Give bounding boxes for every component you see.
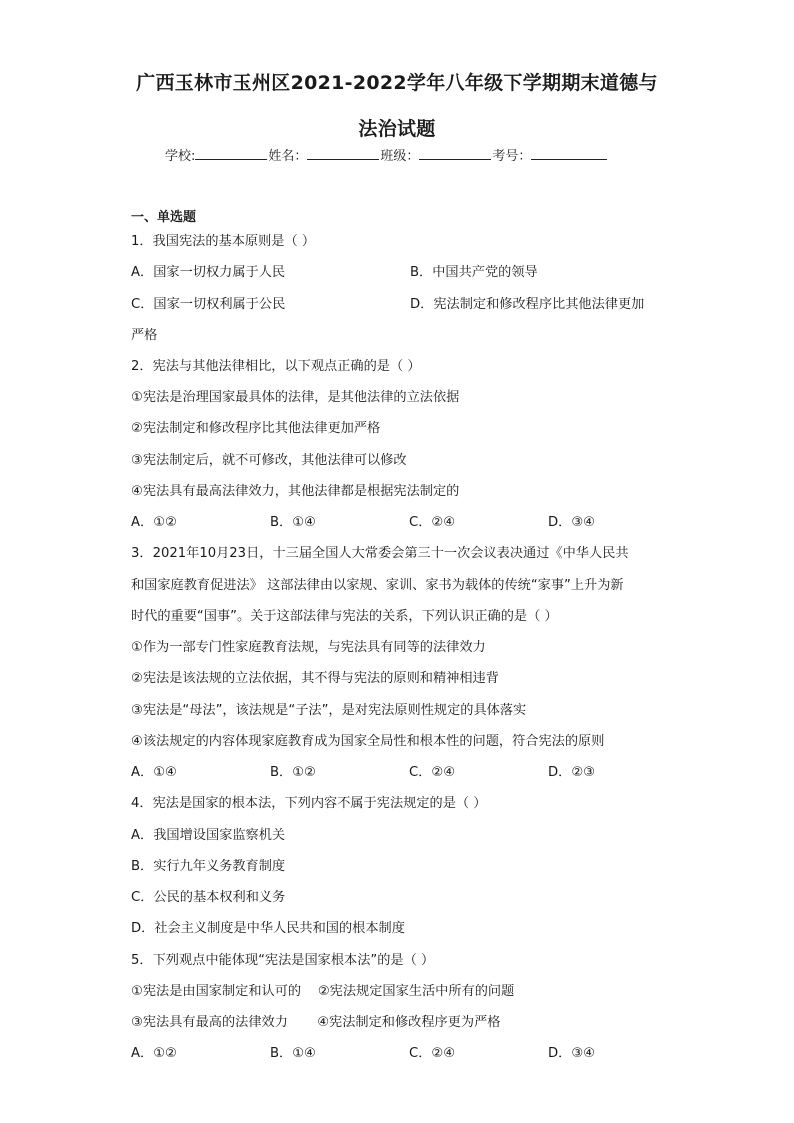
question-3-option-b[interactable]: B．①②	[270, 765, 316, 780]
class-label: 班级：	[380, 149, 420, 164]
name-label: 姓名：	[268, 149, 308, 164]
question-3-stem-line1: 3．2021年10月23日，十三届全国人大常委会第三十一次会议表决通过《中华人民共	[131, 546, 629, 561]
exam-no-label: 考号：	[492, 149, 532, 164]
question-3-stem-line2: 和国家庭教育促进法》 这部法律由以家规、家训、家书为载体的传统“家事”上升为新	[131, 578, 624, 593]
question-3-statement-2: ②宪法是该法规的立法依据，其不得与宪法的原则和精神相违背	[131, 671, 499, 686]
question-5-option-b[interactable]: B．①④	[270, 1046, 316, 1061]
question-5-statements-line2: ③宪法具有最高的法律效力 ④宪法制定和修改程序更为严格	[131, 1015, 501, 1030]
section-title: 一、单选题	[131, 210, 197, 225]
student-info-row	[165, 145, 608, 164]
question-2-statement-1: ①宪法是治理国家最具体的法律，是其他法律的立法依据	[131, 390, 460, 405]
question-2-option-c[interactable]: C．②④	[409, 515, 456, 530]
question-5-stem: 5．下列观点中能体现“宪法是国家根本法”的是（ ）	[131, 953, 435, 968]
question-2-stem: 2．宪法与其他法律相比，以下观点正确的是（ ）	[131, 359, 421, 374]
question-5-option-d[interactable]: D．③④	[548, 1046, 595, 1061]
question-1-option-a[interactable]: A．国家一切权力属于人民	[131, 265, 286, 280]
question-3-option-c[interactable]: C．②④	[409, 765, 456, 780]
question-2-statement-3: ③宪法制定后，就不可修改，其他法律可以修改	[131, 453, 407, 468]
question-1-option-d-cont: 严格	[131, 328, 158, 343]
question-5-option-c[interactable]: C．②④	[409, 1046, 456, 1061]
question-2-option-b[interactable]: B．①④	[270, 515, 316, 530]
school-label: 学校:	[165, 149, 196, 164]
question-1-option-c[interactable]: C．国家一切权利属于公民	[131, 297, 286, 312]
question-2-statement-2: ②宪法制定和修改程序比其他法律更加严格	[131, 421, 381, 436]
question-3-statement-3: ③宪法是“母法”，该法规是“子法”，是对宪法原则性规定的具体落实	[131, 703, 527, 718]
question-3-stem-line3: 时代的重要“国事”。关于这部法律与宪法的关系，下列认识正确的是（ ）	[131, 609, 558, 624]
class-blank[interactable]	[419, 147, 491, 160]
question-3-statement-4: ④该法规定的内容体现家庭教育成为国家全局性和根本性的问题，符合宪法的原则	[131, 734, 605, 749]
question-4-option-a[interactable]: A．我国增设国家监察机关	[131, 828, 286, 843]
question-3-option-a[interactable]: A．①④	[131, 765, 177, 780]
question-1-stem: 1．我国宪法的基本原则是（ ）	[131, 234, 316, 249]
question-3-option-d[interactable]: D．②③	[548, 765, 595, 780]
exam-title-line2: 法治试题	[358, 118, 436, 140]
school-blank[interactable]	[195, 147, 267, 160]
question-4-stem: 4．宪法是国家的根本法，下列内容不属于宪法规定的是（ ）	[131, 796, 487, 811]
question-2-option-a[interactable]: A．①②	[131, 515, 177, 530]
question-4-option-d[interactable]: D．社会主义制度是中华人民共和国的根本制度	[131, 921, 405, 936]
question-1-option-b[interactable]: B．中国共产党的领导	[410, 265, 538, 280]
question-2-statement-4: ④宪法具有最高法律效力，其他法律都是根据宪法制定的	[131, 484, 460, 499]
question-5-option-a[interactable]: A．①②	[131, 1046, 177, 1061]
question-5-statements-line1: ①宪法是由国家制定和认可的 ②宪法规定国家生活中所有的问题	[131, 984, 515, 999]
question-3-statement-1: ①作为一部专门性家庭教育法规，与宪法具有同等的法律效力	[131, 640, 486, 655]
exam-title-line1: 广西玉林市玉州区2021-2022学年八年级下学期期末道德与	[136, 72, 658, 94]
question-4-option-c[interactable]: C．公民的基本权利和义务	[131, 890, 286, 905]
question-1-option-d[interactable]: D．宪法制定和修改程序比其他法律更加	[410, 297, 645, 312]
exam-no-blank[interactable]	[531, 147, 607, 160]
name-blank[interactable]	[307, 147, 379, 160]
question-4-option-b[interactable]: B．实行九年义务教育制度	[131, 859, 286, 874]
question-2-option-d[interactable]: D．③④	[548, 515, 595, 530]
